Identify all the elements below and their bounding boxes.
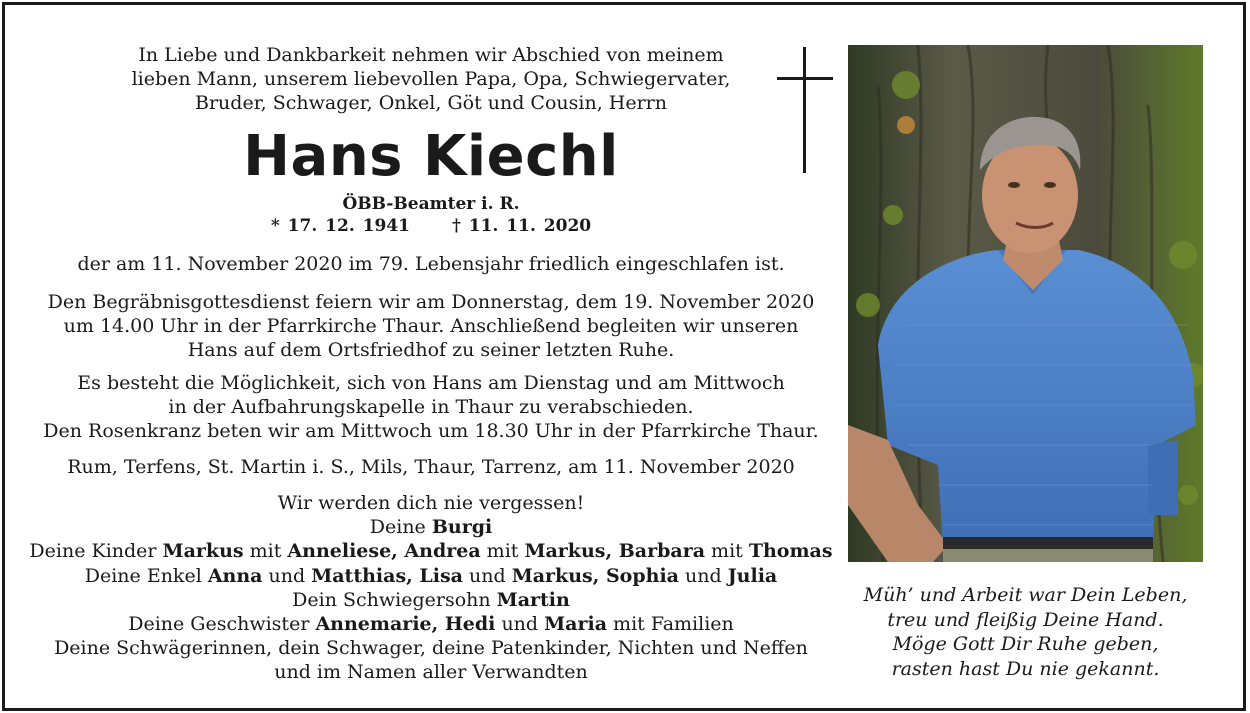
relatives-line: und im Namen aller Verwandten	[274, 661, 588, 684]
portrait-illustration	[848, 45, 1203, 562]
connector-text: mit	[480, 540, 525, 563]
intro-text	[5, 43, 857, 115]
siblings-line	[5, 612, 857, 636]
connector-text: mit	[705, 540, 749, 563]
child-name: Markus, Barbara	[524, 540, 706, 563]
viewing-text	[5, 371, 857, 443]
intro-line: lieben Mann, unserem liebevollen Papa, Opa, Schwiegervater,	[131, 68, 731, 90]
wife-name: Burgi	[431, 516, 493, 539]
birth-date: * 17. 12. 1941	[270, 216, 410, 236]
intro-line: In Liebe und Dankbarkeit nehmen wir Abschied von meinem	[138, 44, 724, 66]
cross-icon	[777, 47, 833, 175]
memorial-verse	[848, 583, 1203, 681]
death-date: † 11. 11. 2020	[452, 216, 592, 236]
farewell-line: Wir werden dich nie vergessen!	[277, 492, 585, 514]
viewing-line: Den Rosenkranz beten wir am Mittwoch um 18.30 Uhr in der Pfarrkirche Thaur.	[43, 420, 819, 442]
funeral-line: Den Begräbnisgottesdienst feiern wir am Donnerstag, dem 19. November 2020	[47, 291, 815, 313]
verse-line: treu und fleißig Deine Hand.	[887, 608, 1164, 631]
label-text: Deine Kinder	[29, 540, 163, 563]
wife-line	[5, 515, 857, 539]
inlaws-line: Deine Schwägerinnen, dein Schwager, deine Patenkinder, Nichten und Neffen	[54, 637, 808, 660]
verse-line: rasten hast Du nie gekannt.	[891, 657, 1160, 680]
connector-text: mit	[243, 540, 288, 563]
family-list	[5, 491, 857, 685]
sibling-name: Annemarie, Hedi	[315, 613, 496, 636]
text-column	[5, 5, 857, 708]
verse-line: Möge Gott Dir Ruhe geben,	[892, 633, 1159, 655]
connector-text: und	[262, 564, 312, 587]
deceased-name: Hans Kiechl	[243, 124, 619, 189]
label-text: Deine	[369, 516, 432, 539]
verse-line: Müh’ und Arbeit war Dein Leben,	[863, 584, 1188, 606]
funeral-line: Hans auf dem Ortsfriedhof zu seiner letzten Ruhe.	[187, 339, 675, 361]
viewing-line: in der Aufbahrungskapelle in Thaur zu verabschieden.	[168, 396, 694, 418]
viewing-line: Es besteht die Möglichkeit, sich von Hans am Dienstag und am Mittwoch	[77, 372, 785, 394]
passing-text: der am 11. November 2020 im 79. Lebensjahr friedlich eingeschlafen ist.	[77, 253, 785, 275]
portrait-photo	[848, 45, 1203, 562]
soninlaw-name: Martin	[496, 588, 570, 611]
connector-text: und	[495, 613, 545, 636]
connector-text: und	[462, 564, 512, 587]
connector-text: und	[678, 564, 728, 587]
sibling-name: Maria	[544, 613, 608, 636]
child-name: Anneliese, Andrea	[287, 540, 481, 563]
grandchildren-line	[5, 564, 857, 588]
label-text: Deine Enkel	[84, 564, 208, 587]
grandchild-name: Markus, Sophia	[511, 564, 679, 587]
life-dates	[5, 215, 857, 237]
child-name: Thomas	[748, 540, 833, 563]
funeral-text	[5, 290, 857, 362]
obituary-card	[2, 2, 1246, 711]
grandchild-name: Julia	[727, 564, 778, 587]
soninlaw-line	[5, 588, 857, 612]
intro-line: Bruder, Schwager, Onkel, Göt und Cousin, Herrn	[195, 92, 667, 114]
children-line	[5, 539, 857, 563]
funeral-line: um 14.00 Uhr in der Pfarrkirche Thaur. Anschließend begleiten wir unseren	[63, 315, 799, 337]
label-text: Dein Schwiegersohn	[292, 588, 497, 611]
place-date: Rum, Terfens, St. Martin i. S., Mils, Thaur, Tarrenz, am 11. November 2020	[67, 456, 795, 478]
occupation: ÖBB-Beamter i. R.	[342, 194, 520, 214]
connector-text: mit Familien	[607, 613, 734, 636]
grandchild-name: Matthias, Lisa	[311, 564, 463, 587]
grandchild-name: Anna	[207, 564, 263, 587]
child-name: Markus	[162, 540, 244, 563]
label-text: Deine Geschwister	[128, 613, 316, 636]
